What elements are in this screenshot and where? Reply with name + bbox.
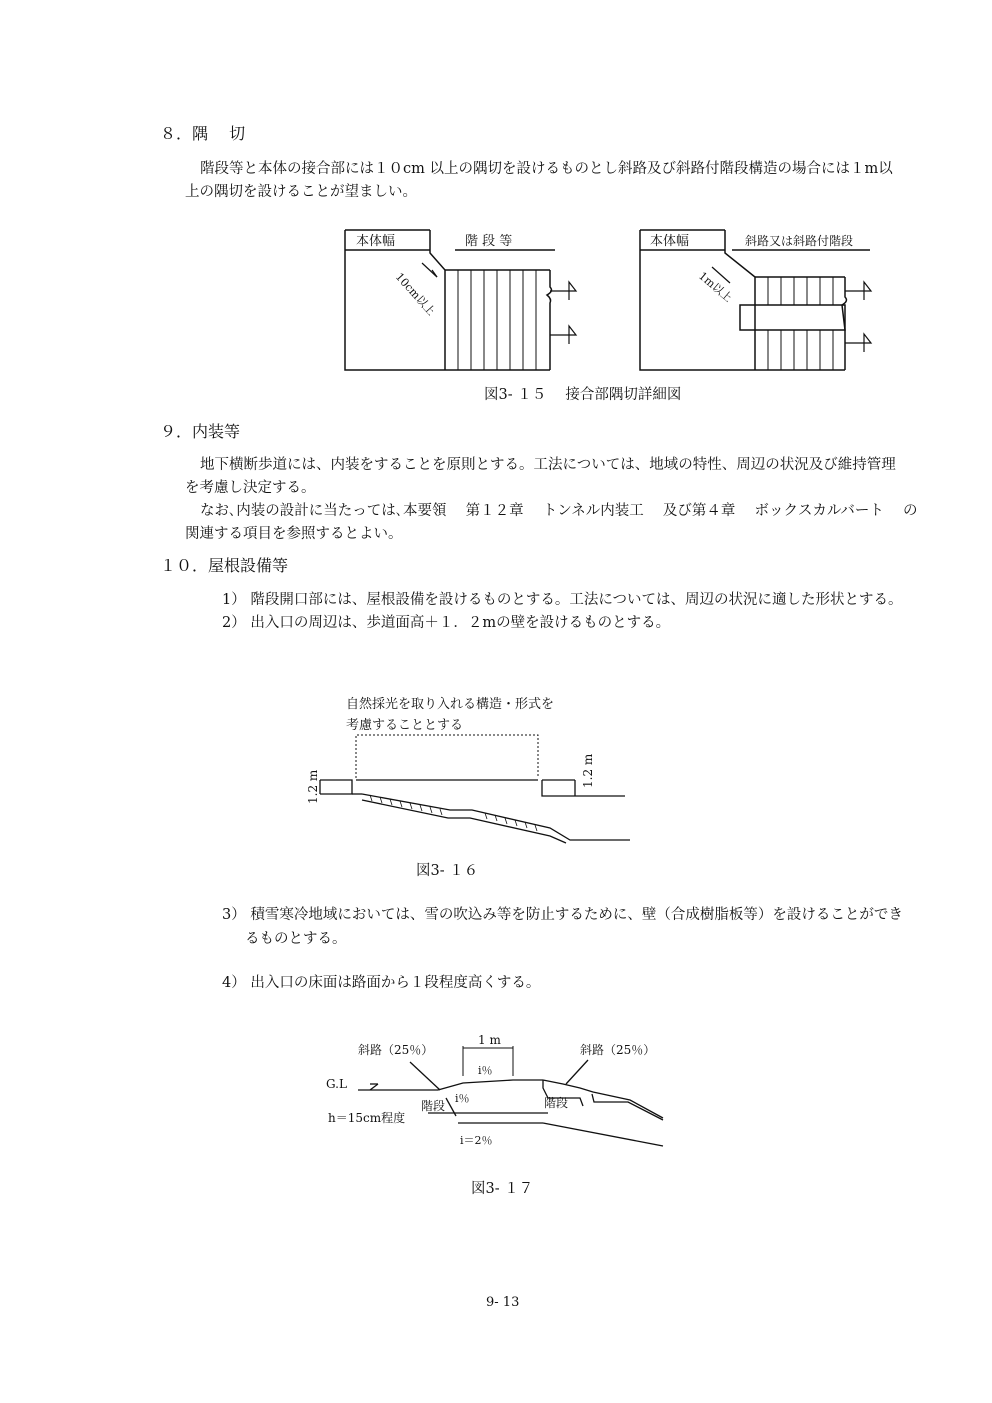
fig17-slope-small: i％ xyxy=(455,1092,470,1105)
section-9-text-line2: を考慮し決定する。 xyxy=(185,480,316,496)
fig17-slope-top: i％ xyxy=(478,1064,493,1077)
fig16-height-left: 1.2 m xyxy=(306,769,320,804)
section-9-text-line1: 地下横断歩道には、内装をすることを原則とする。工法については、地域の特性、周辺の状況及び維持管理 xyxy=(200,457,896,473)
section-10-item-3-line1: 3） 積雪寒冷地域においては、雪の吹込み等を防止するために、壁（合成樹脂板等）を設けることができ xyxy=(222,907,903,923)
fig15-left-body-width: 本体幅 xyxy=(356,234,396,249)
section-10-item-1: 1） 階段開口部には、屋根設備を設けるものとする。工法については、周辺の状況に適した形状とする。 xyxy=(222,592,903,608)
section-9-text-line3: なお､内装の設計に当たっては､本要領 第１２章 トンネル内装工 及び第４章 ボックスカルバート の xyxy=(200,503,918,519)
fig15-right-ramp-label: 斜路又は斜路付階段 xyxy=(745,234,854,248)
fig15-right-corner-note: 1m以上 xyxy=(696,269,735,305)
section-10-item-2: 2） 出入口の周辺は、歩道面高＋１．２mの壁を設けるものとする。 xyxy=(222,615,671,631)
fig17-slope-bottom: i＝2％ xyxy=(460,1134,493,1147)
section-10-heading: １０．屋根設備等 xyxy=(160,556,289,575)
figure-3-15-caption: 図3- １５ 接合部隅切詳細図 xyxy=(484,387,682,403)
fig17-ramp-left: 斜路（25％） xyxy=(358,1043,434,1057)
section-9-text-line4: 関連する項目を参照するとよい。 xyxy=(185,526,403,542)
section-10-item-3-line2: るものとする。 xyxy=(245,931,347,947)
figure-3-16 xyxy=(300,688,640,843)
figure-3-16-caption: 図3- １６ xyxy=(416,863,479,879)
fig15-left-stairs-label: 階 段 等 xyxy=(465,234,513,249)
fig17-stair-left: 階段 xyxy=(421,1099,446,1113)
fig17-stair-right: 階段 xyxy=(544,1096,569,1110)
fig17-span-label: 1 m xyxy=(478,1033,501,1047)
page-number: 9- 13 xyxy=(486,1295,520,1310)
fig16-height-right: 1.2 m xyxy=(581,753,595,788)
fig17-h-note: h＝15cm程度 xyxy=(328,1111,406,1125)
fig15-left-corner-note: 10cm以上 xyxy=(392,270,438,319)
fig15-right-body-width: 本体幅 xyxy=(650,234,690,249)
fig16-note-line2: 考慮することとする xyxy=(346,718,464,733)
fig16-note-line1: 自然採光を取り入れる構造・形式を xyxy=(346,697,555,712)
fig17-ramp-right: 斜路（25％） xyxy=(580,1043,656,1057)
fig17-gl-label: G.L xyxy=(326,1077,347,1091)
section-10-item-4: 4） 出入口の床面は路面から１段程度高くする。 xyxy=(222,975,541,991)
figure-3-17 xyxy=(318,1028,668,1153)
section-8-text-line1: 階段等と本体の接合部には１０cm 以上の隅切を設けるものとし斜路及び斜路付階段構造の場合には１m以 xyxy=(200,161,893,177)
section-8-heading: ８．隅 切 xyxy=(160,124,246,143)
section-9-heading: ９．内装等 xyxy=(160,422,241,441)
figure-3-17-caption: 図3- １７ xyxy=(471,1181,534,1197)
figure-3-15 xyxy=(340,225,900,375)
section-8-text-line2: 上の隅切を設けることが望ましい。 xyxy=(185,184,417,200)
